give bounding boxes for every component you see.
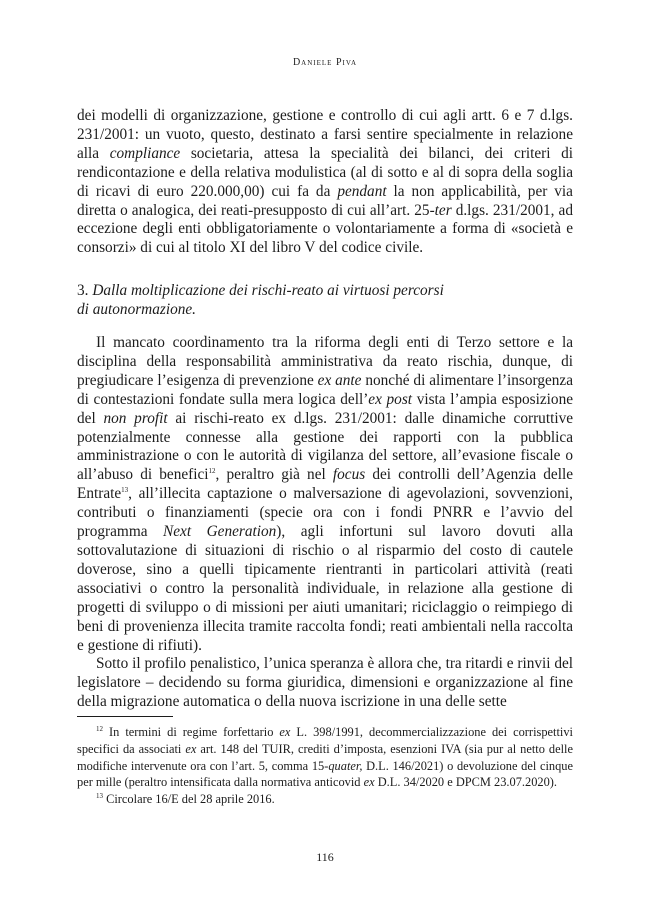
footnote-number-13: 13 [96,792,103,801]
footnote-number-12: 12 [96,724,103,733]
footnote-12: $^{12}$ In termini di regime forfettario ex L. 398/1991, decommercializzazione dei corrispettivi specifici da associati ex art. 148 del TUIR, crediti d’imposta, esenzioni IVA (sia pur al netto delle modifiche intervenute ora con l’art. 5, comma 15-quater, D.L. 146/2021) o devoluzione del cinque per mille (peraltro intensificata dalla normativa anticovid ex D.L. 34/2020 e DPCM 23.07.2020). [77,724,573,790]
footnotes [77,724,573,808]
paragraph-continued [77,107,573,258]
footnote-13: $^{13}$ Circolare 16/E del 28 aprile 2016. [96,792,275,807]
footnote-ref-12[interactable]: 12 [208,467,216,476]
paragraph-1: dei modelli di organizzazione, gestione e controllo di cui agli artt. 6 e 7 d.lgs. 231/2001: un vuoto, questo, destinato a farsi sentire specialmente in relazione alla compliance societaria, attesa la specialità dei bilanci, dei criteri di rendicontazione e della relativa modulistica (al di sotto e al di sopra della soglia di ricavi di euro 220.000,00) cui fa da pendant la non applicabilità, per via diretta o analogica, dei reati-presupposto di cui all’art. 25-ter d.lgs. 231/2001, ad eccezione degli enti obbligatoriamente o volontariamente a forma di «società e consorzi» di cui al titolo XI del libro V del codice civile. [77,107,573,257]
section-title-line-2: di autonormazione. [77,300,196,318]
footnote-ref-13[interactable]: 13 [121,486,129,495]
footnote-separator [77,716,173,717]
section-heading [77,282,573,319]
running-header: Daniele Piva [292,57,358,68]
paragraph-3: Sotto il profilo penalistico, l’unica speranza è allora che, tra ritardi e rinvii del legislatore – decidendo su forma giuridica, dimensioni e organizzazione al fine della migrazione automatica o della nuova iscrizione in una delle sette [77,655,574,711]
section-title-line-1: Dalla moltiplicazione dei rischi-reato ai virtuosi percorsi [92,282,444,299]
section-body [77,334,573,712]
page-number: 116 [316,850,334,864]
paragraph-2: Il mancato coordinamento tra la riforma degli enti di Terzo settore e la disciplina della responsabilità amministrativa da reato rischia, dunque, di pregiudicare l’esigenza di prevenzione ex ante nonché di alimentare l’insorgenza di contestazioni fondate sulla mera logica dell’ex post vista l’ampia esposizione del non profit ai rischi-reato ex d.lgs. 231/2001: dalle dinamiche corruttive potenzialmente connesse alla gestione dei rapporti con la pubblica amministrazione o con le autorità di vigilanza del settore, all’evasione fiscale o all’abuso di benefici$^{12}$, peraltro già nel focus dei controlli dell’Agenzia delle Entrate$^{13}$, all’illecita captazione o malversazione di agevolazioni, sovvenzioni, contributi o finanziamenti (specie ora con i fondi PNRR e l’avvio del programma Next Generation), agli infortuni sul lavoro dovuti alla sottovalutazione di situazioni di rischio o al risparmio del costo di cautele doverose, sino a quelli tipicamente rientranti in particolari attività (reati associativi o contro la personalità individuale, in relazione alla gestione di progetti di sviluppo o di missioni per aiuti umanitari; riciclaggio o reimpiego di beni di provenienza illecita tramite raccolta fondi; reati ambientali nella raccolta e gestione di rifiuti). [77,334,574,654]
section-number: 3. [77,282,89,299]
